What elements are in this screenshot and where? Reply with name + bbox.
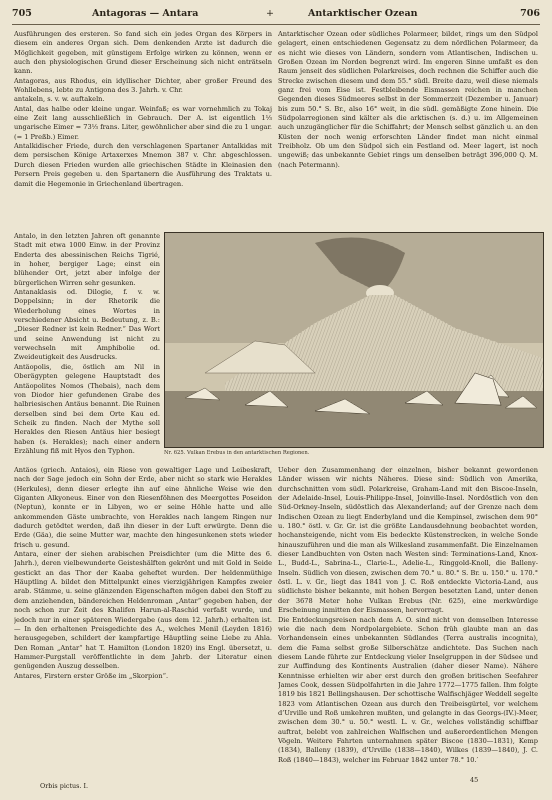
center-mark: + [266,8,274,19]
entry-ausfuehrungen: Ausführungen des ersteren. So fand sich ein jedes Organ des Körpers in diesem ein anderes Organ sich. Dem denkenden Arzte ist dadurch die Möglichkeit gegeben, mit günstigem Erfolge wirken zu können, wenn er auch den physiologischen Grund dieser Erscheinung sich nicht enträtseln kann. [14,30,272,76]
header-rule [12,24,540,25]
right-page-number: 706 [520,8,540,19]
volcano-engraving [165,233,543,447]
entry-antaeos: Antäos (griech. Antaios), ein Riese von gewaltiger Lage und Leibeskraft, nach der Sage jedoch ein Sohn der Erde, aber nicht so stark wie Herakles (Herkules), denn dieser erlegte ihn auf eine ähnliche Weise wie den Giganten Alkyoneus. Einer von den Riesenföhnen des Meergottes Poseidon (Neptun), konnte er in Libyen, wo er seine Höhle hatte und alle ankommenden Gäste umbrachte, von Herakles nach langem Ringen nur dadurch getödtet werden, daß ihn dieser in der Luft erwürgte. Denn die Erde (Gäa), die seine Mutter war, machte den hingesunkenen stets wieder frisch u. gesund. [14,466,272,549]
entry-antagoras: Antagoras, aus Rhodus, ein idyllischer Dichter, aber großer Freund des Wohllebens, lebte zu Antigona des 3. Jahrh. v. Chr. [14,76,272,95]
left-column-lower [14,466,272,776]
entry-antal: Antal, das halbe oder kleine ungar. Weinfaß; es war vornehmlich zu Tokaj eine Zeit lang ausschließlich in Gebrauch. Der A. ist eigentlich 1⅓ ungarische Eimer = 73⅓ frans. Liter, gewöhnlicher aber sind die zu 1 ungar. (= 1 Preßb.) Eimer. [14,104,272,141]
footer-note: Orbis pictus. I. [40,782,89,790]
entry-antara: Antara, einer der siehen arabischen Preisdichter (um die Mitte des 6. Jahrh.), deren vielbewunderte Geisteshälften gekrönt und mit Gold in Seide gestickt an das Thor der Kaaba geheftet wurden. Der heldenmüthige Häuptling A. bildet den Mittelpunkt eines vierzigjährigen Kampfes zweier arab. Stämme, u. seine glänzenden Eigenschaften mögen dabei den Stoff zu dem anziehenden, bändereichen Heldenroman „Antar“ gegeben haben, der noch schon zur Zeit des Khalifen Harun-al-Raschid verfaßt wurde, und jedoch nur in einer späteren Wiedergabe (aus dem 12. Jahrh.) erhalten ist. — In den erhaltenen Preisgedichte des A., welches Menil (Leyden 1816) herausgegeben, schildert der kampfartige Häuptling seine Liebe zu Ahla. Den Roman „Antar“ hat T. Hamilton (London 1820) ins Engl. übersetzt, u. Hammer-Purgstall veröffentlichte in dem Jahrb. der Literatur einen genügenden Auszug desselben. [14,550,272,671]
entry-antalo: Antalo, in den letzten Jahren oft genannte Stadt mit etwa 1000 Einw. in der Provinz Enderta des abessinischen Reichs Tigrié, in hoher, bergiger Lage; einst ein blühender Ort, jetzt aber infolge der bürgerlichen Wirren sehr gesunken. [14,232,160,287]
running-header [12,6,540,32]
paragraph-entdeckungsreisen: Die Entdeckungsreisen nach dem A. O. sind nicht von demselben Interesse wie die nach dem Nordpolargebiete. Schon früh glaubte man an das Vorhandensein eines unbekannten Südlandes (Terra australis incognita), dem die Fama selbst große Silberschätze andichtete. Das Suchen nach diesem Lande führte zur Entdeckung vieler Inselgruppen in der Südsee und zur Auffindung des Kontinents Australien (daher dieser Name). Nähere Kenntnisse erhielten wir aber erst durch den großen britischen Seefahrer James Cook, dessen Südpolfahrten in die Jahre 1772—1775 fallen. Ihm folgte 1819 bis 1821 Bellingshausen. Der schottische Walfischjäger Weddell segelte 1823 vom Atlantischen Ozean aus durch den Treibeisgürtel, vor welchem d’Urville und Roß umkehren mußten, und gelangte in das Georgs-(IV.)-Meer, zwischen dem 30.° u. 50.° westl. L. v. Gr., welches vollständig schiffbar auftrat, belebt von zahlreichen Walfischen und außerordentlichen Mengen Vögeln. Weitere Fahrten unternahmen später Biscoe (1830—1831), Kemp (1834), Balleny (1839), d’Urville (1838—1840), Wilkes (1839—1840), J. C. Roß (1840—1843), welcher im Februar 1842 unter 78.° 10.′ [278,615,538,764]
entry-antakeln: antakeln, s. v. w. auftakeln. [14,95,105,104]
entry-antarktischer-ozean: Antarktischer Ozean oder südliches Polarmeer, bildet, rings um den Südpol gelagert, einen entschiedenen Gegensatz zu dem nördlichen Polarmeer, da es nicht wie dieses von Ländern, sondern vom Atlantischen, Indischen u. Großen Ozean im Norden begrenzt wird. Im engeren Sinne umfaßt es den Raum jenseit des südlichen Polarkreises, doch rechnen die Schiffer auch die Strecke zwischen diesem und dem 55.° südl. Breite dazu, weil diese niemals ganz frei vom Eise ist. Festbleibende Eismassen reichen in manchen Gegenden dieses Südmeeres selbst in der Sommerzeit (Dezember u. Januar) bis zum 50.° S. Br., also 16° weit, in die südl. gemäßigte Zone hinein. Die Südpolarregionen sind kälter als die arktischen (s. d.) u. im Allgemeinen auch unzugänglicher für die Schiffahrt; der Mensch selbst gänzlich u. an den Küsten der noch wenig erforschten Länder findet man nicht einmal Treibholz. Ob um den Südpol sich ein Festland od. Meer lagert, ist noch ungewiß; das unbekannte Gebiet rings um denselben beträgt 396,000 Q. M. (nach Petermann). [278,30,538,169]
right-column-lower [278,466,538,776]
erebus-illustration [164,232,544,448]
left-page-number: 705 [12,8,32,19]
paragraph-laender: Ueber den Zusammenhang der einzelnen, bisher bekannt gewordenen Länder wissen wir nichts Näheres. Diese sind: Südlich von Amerika, durchschnitten vom südl. Polarkreise, Graham-Land mit den Biscoe-Inseln, der Adelaide-Insel, Louis-Philippe-Insel, Joinville-Insel. Nordöstlich von den Süd-Orkney-Inseln, südöstlich das Alexanderland; auf der Grenze nach dem Indischen Ozean zu liegt Enderbyland und die Kempinsel, zwischen dem 90° u. 180.° östl. v. Gr. Gr. ist die größte Landausdehnung beobachtet worden, hochansteigende, nicht vom Eis bedeckte Küstenstrecken, in welche Sonde hinauszuführen und die man als Wilkesland zusammenfaßt. Die Einzelnamen dieser Landbuchten von Osten nach Westen sind: Terminations-Land, Knox-L., Budd-L., Sabrina-L., Clarie-L., Adelie-L., Ringgold-Knoll, die Balleny-Inseln. Südlich von diesen, zwischen dem 70.° u. 80.° S. Br. u. 150.° u. 170.° östl. L. v. Gr., liegt das 1841 von J. C. Roß entdeckte Victoria-Land, aus südlichste bisher bekannte, mit hohen Bergen besetzten Land, unter denen der 3678 Meter hohe Vulkan Erebus (Nr. 625), eine merkwürdige Erscheinung inmitten der Eismassen, hervorragt. [278,466,538,615]
entry-antares: Antares, Firstern erster Größe im „Skorpion“. [14,671,169,680]
entry-antalkidischer-friede: Antalkidischer Friede, durch den verschlagenen Spartaner Antalkidas mit dem persischen Könige Artaxerxes Mnemon 387 v. Chr. abgeschlossen. Durch diesen Frieden wurden alle griechischen Städte in Kleinasien den Persern Preis gegeben u. den Spartanern die Ausführung des Traktats u. damit die Hegemonie in Griechenland übertragen. [14,142,272,188]
sheet-number: 45 [470,776,479,784]
left-column-narrow [14,232,160,464]
left-column-upper [14,30,272,230]
left-running-title: Antagoras — Antara [92,8,199,19]
entry-antaeopolis: Antäopolis, die, östlich am Nil in Oberägypten gelegene Hauptstadt des Antäopolites Nomos (Thebais), nach dem von Diodor hier gefundenen Grabe des halbriesischen Antäus benannt. Die Ruinen derselben sind bei dem Orte Kau ed. Scheik zu finden. Nach der Mythe soll Herakles den Riesen Antäus hier besiegt haben (s. Herakles); nach einer andern Erzählung fiß mit Hyos den Typhon. [14,362,160,455]
entry-antanaklasis: Antanaklasis od. Dilogie, f. v. w. Doppelsinn; in der Rhetorik die Wiederholung eines Wortes in verschiedener Absicht u. Bedeutung, z. B.: „Dieser Redner ist kein Redner.“ Das Wort und seine Anwendung ist nicht zu verwechseln mit Amphibolie od. Zweideutigkeit des Ausdrucks. [14,288,160,362]
right-running-title: Antarktischer Ozean [308,8,418,19]
right-column-upper [278,30,538,230]
figure-caption: Nr. 625. Vulkan Erebus in den antarktischen Regionen. [164,450,310,456]
